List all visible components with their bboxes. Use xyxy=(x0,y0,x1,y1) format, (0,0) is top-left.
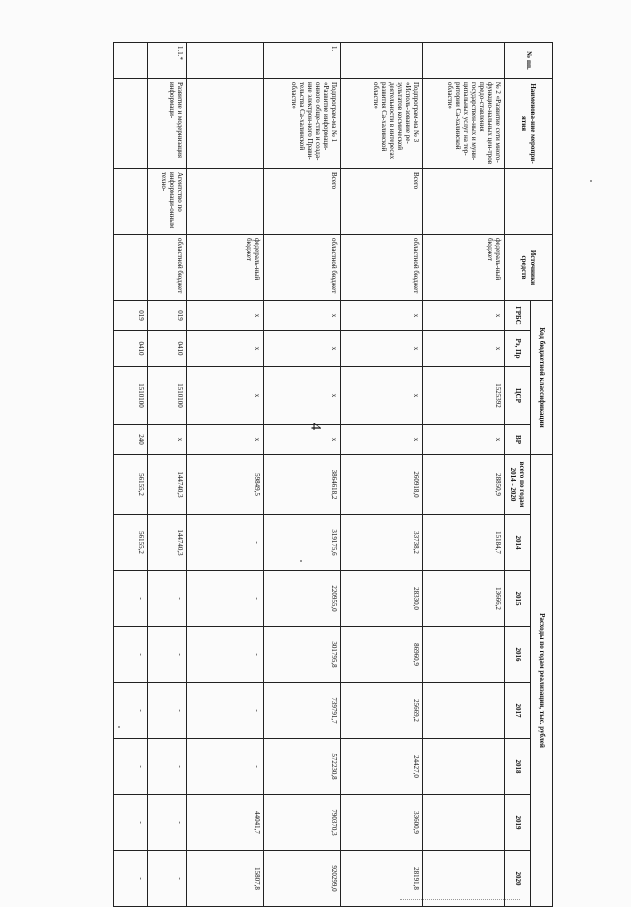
row-year-value: - xyxy=(148,571,187,627)
row-year-value: 144740,3 xyxy=(148,515,187,571)
row-csr: 1510100 xyxy=(114,367,148,425)
budget-table-rotated xyxy=(113,42,553,902)
row-year-value xyxy=(423,683,505,739)
row-year-value: - xyxy=(114,851,148,907)
row-vr: х xyxy=(423,425,505,455)
row-csr: 1525392 xyxy=(423,367,505,425)
row-rzpr: х xyxy=(423,331,505,367)
row-year-value: - xyxy=(114,627,148,683)
header-total: всего по годам 2014 - 2020 xyxy=(505,455,531,515)
row-grbs: х xyxy=(186,301,263,331)
row-year-value: 301795,8 xyxy=(264,627,341,683)
row-rzpr: 0410 xyxy=(114,331,148,367)
row-year-value: 15184,7 xyxy=(423,515,505,571)
table-row xyxy=(148,43,187,907)
row-rzpr: 0410 xyxy=(148,331,187,367)
row-csr: х xyxy=(186,367,263,425)
row-total: 260918,0 xyxy=(341,455,423,515)
scan-speck xyxy=(118,726,120,728)
scan-speck xyxy=(590,180,592,182)
row-grbs: 019 xyxy=(114,301,148,331)
row-grbs: х xyxy=(423,301,505,331)
row-name xyxy=(114,79,148,169)
row-year-value: 86960,9 xyxy=(341,627,423,683)
row-year-value: 790370,3 xyxy=(264,795,341,851)
header-year: 2016 xyxy=(505,627,531,683)
header-year: 2020 xyxy=(505,851,531,907)
row-year-value: - xyxy=(186,515,263,571)
row-year-value: - xyxy=(148,851,187,907)
row-year-value: 15807,8 xyxy=(186,851,263,907)
page-number: 4 xyxy=(307,422,324,431)
row-year-value: 44041,7 xyxy=(186,795,263,851)
header-grbs: ГРБС xyxy=(505,301,531,331)
row-source: федераль-ный бюджет xyxy=(186,235,263,301)
row-name: № 2 «Развитие сети много-функцио-нальных цен-тров предо-ставления государствен-ных и муни-ципальных услуг на тер-ритории Са-халинской области» xyxy=(423,79,505,169)
row-executor: Всего xyxy=(341,169,423,235)
row-source: областной бюджет xyxy=(264,235,341,301)
row-year-value: 28191,8 xyxy=(341,851,423,907)
table-row xyxy=(186,43,263,907)
row-executor xyxy=(114,169,148,235)
header-name: Наименова-ние меропри-ятия xyxy=(505,79,553,169)
row-year-value: 56155,2 xyxy=(114,515,148,571)
row-vr: х xyxy=(148,425,187,455)
row-total: 59849,5 xyxy=(186,455,263,515)
row-name: Подпрограм-ма № 3 «Исполь-зование ре-зультатов космической деятельности в интересах развития Са-халинской области» xyxy=(341,79,423,169)
header-vr: ВР xyxy=(505,425,531,455)
row-year-value: 33600,9 xyxy=(341,795,423,851)
row-year-value: 920299,0 xyxy=(264,851,341,907)
row-vr: х xyxy=(264,425,341,455)
row-num: 1. xyxy=(264,43,341,79)
header-expenses: Расходы по годам реализации, тыс. рублей xyxy=(531,455,553,907)
row-year-value: 739791,7 xyxy=(264,683,341,739)
header-csr: ЦСР xyxy=(505,367,531,425)
row-year-value: - xyxy=(148,683,187,739)
header-executor xyxy=(505,169,553,235)
row-grbs: 019 xyxy=(148,301,187,331)
row-name: Развитие и модернизация информаци- xyxy=(148,79,187,169)
header-source: Источники средств xyxy=(505,235,553,301)
row-total: 3864618,2 xyxy=(264,455,341,515)
table-row xyxy=(264,43,341,907)
row-year-value xyxy=(423,795,505,851)
row-year-value: - xyxy=(186,571,263,627)
row-executor: Всего xyxy=(264,169,341,235)
row-rzpr: х xyxy=(341,331,423,367)
row-total: 28850,9 xyxy=(423,455,505,515)
row-year-value xyxy=(423,627,505,683)
row-num xyxy=(114,43,148,79)
row-executor xyxy=(423,169,505,235)
header-year: 2014 xyxy=(505,515,531,571)
row-year-value: - xyxy=(114,683,148,739)
row-total: 56155,2 xyxy=(114,455,148,515)
row-csr: х xyxy=(264,367,341,425)
row-num: 1.1.* xyxy=(148,43,187,79)
scan-speck xyxy=(300,560,302,562)
table-row xyxy=(114,43,148,907)
row-year-value: 220955,0 xyxy=(264,571,341,627)
row-year-value: 13666,2 xyxy=(423,571,505,627)
header-year: 2015 xyxy=(505,571,531,627)
row-rzpr: х xyxy=(186,331,263,367)
row-csr: 1510100 xyxy=(148,367,187,425)
row-grbs: х xyxy=(341,301,423,331)
row-csr: х xyxy=(341,367,423,425)
table-row xyxy=(341,43,423,907)
row-year-value: 25669,2 xyxy=(341,683,423,739)
row-vr: х xyxy=(341,425,423,455)
row-name xyxy=(186,79,263,169)
row-source: областной бюджет xyxy=(341,235,423,301)
row-year-value: - xyxy=(148,627,187,683)
row-source: федераль-ный бюджет xyxy=(423,235,505,301)
header-rzpr: Рз, Пр xyxy=(505,331,531,367)
row-year-value xyxy=(423,739,505,795)
row-vr: х xyxy=(186,425,263,455)
row-year-value: - xyxy=(186,683,263,739)
row-year-value: - xyxy=(114,571,148,627)
row-rzpr: х xyxy=(264,331,341,367)
header-year: 2019 xyxy=(505,795,531,851)
row-year-value: 33738,2 xyxy=(341,515,423,571)
header-year: 2018 xyxy=(505,739,531,795)
row-num xyxy=(186,43,263,79)
table-row xyxy=(423,43,505,907)
header-year: 2017 xyxy=(505,683,531,739)
row-year-value: 24427,0 xyxy=(341,739,423,795)
row-source: областной бюджет xyxy=(148,235,187,301)
row-num xyxy=(341,43,423,79)
row-year-value: - xyxy=(148,739,187,795)
row-year-value: 319175,6 xyxy=(264,515,341,571)
row-executor: Агентство по информаци-онным техно- xyxy=(148,169,187,235)
scan-artifact xyxy=(400,899,520,901)
row-year-value: - xyxy=(148,795,187,851)
row-year-value: - xyxy=(186,627,263,683)
budget-table xyxy=(113,42,553,907)
row-year-value: - xyxy=(114,795,148,851)
row-vr: 240 xyxy=(114,425,148,455)
row-year-value: - xyxy=(186,739,263,795)
row-source xyxy=(114,235,148,301)
row-num xyxy=(423,43,505,79)
row-name: Подпрограм-ма № 1 «Развитие информаци-онного обще-ства и созда-ние электрон-ного Прави-тельства Са-халинской области» xyxy=(264,79,341,169)
row-grbs: х xyxy=(264,301,341,331)
header-budget-code: Код бюджетной классификации xyxy=(531,301,553,455)
header-num: № пп. xyxy=(505,43,553,79)
row-year-value: 572230,8 xyxy=(264,739,341,795)
row-executor xyxy=(186,169,263,235)
row-total: 144740,3 xyxy=(148,455,187,515)
row-year-value: 28330,0 xyxy=(341,571,423,627)
row-year-value: - xyxy=(114,739,148,795)
